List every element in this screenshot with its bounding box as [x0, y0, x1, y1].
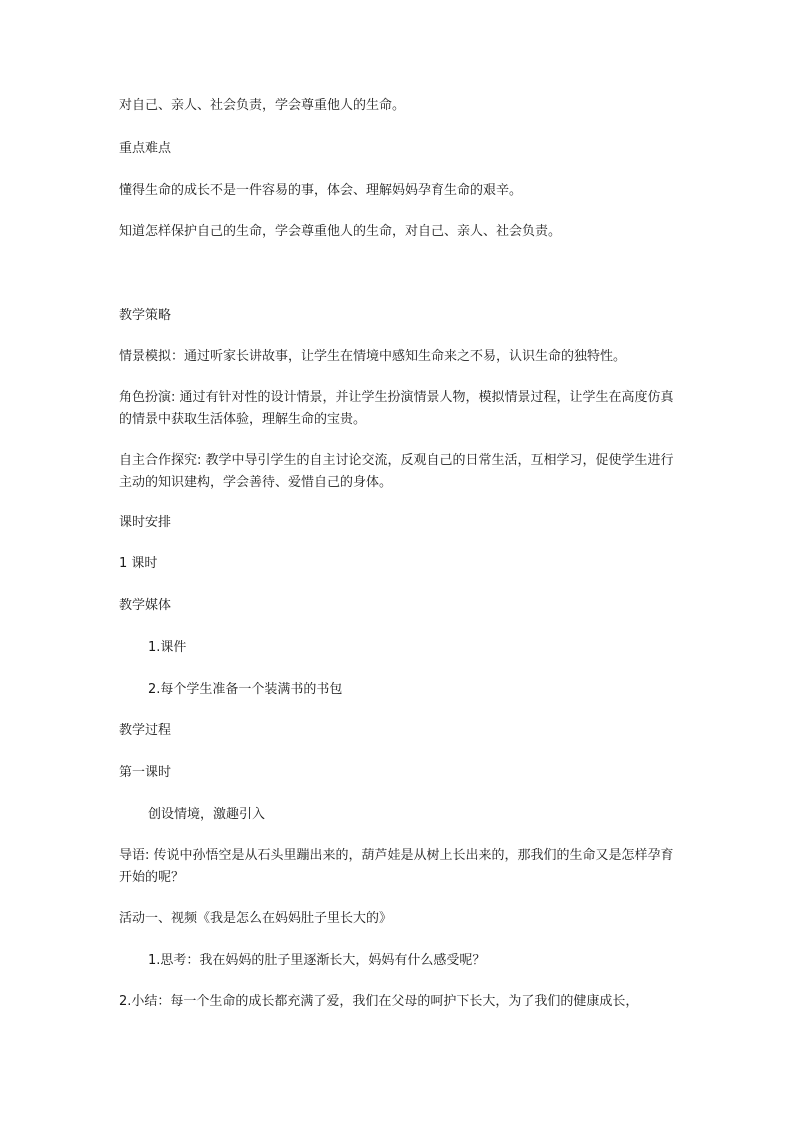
heading-teaching-process: 教学过程	[119, 723, 172, 738]
heading-class-schedule: 课时安排	[119, 515, 172, 530]
paragraph-create-situation: 创设情境，激趣引入	[148, 807, 266, 822]
paragraph-key-point-2: 知道怎样保护自己的生命，学会尊重他人的生命，对自己、亲人、社会负责。	[119, 224, 562, 239]
heading-teaching-strategy: 教学策略	[119, 308, 172, 323]
paragraph-responsibility: 对自己、亲人、社会负责，学会尊重他人的生命。	[119, 98, 406, 113]
paragraph-scenario-simulation: 情景模拟：通过听家长讲故事，让学生在情境中感知生命来之不易，认识生命的独特性。	[119, 349, 627, 364]
heading-activity-one: 活动一、视频《我是怎么在妈妈肚子里长大的》	[119, 911, 393, 926]
paragraph-summary: 2.小结：每一个生命的成长都充满了爱，我们在父母的呵护下长大，为了我们的健康成长，	[119, 994, 639, 1009]
list-item-courseware: 1.课件	[148, 640, 187, 655]
paragraph-introduction: 导语: 传说中孙悟空是从石头里蹦出来的，葫芦娃是从树上长出来的，那我们的生命又是怎样孕育开始的呢？	[119, 848, 674, 885]
list-item-schoolbag: 2.每个学生准备一个装满书的书包	[148, 682, 343, 697]
paragraph-role-play: 角色扮演: 通过有针对性的设计情景，并让学生扮演情景人物，模拟情景过程，让学生在高度仿真的情景中获取生活体验，理解生命的宝贵。	[119, 390, 674, 427]
paragraph-think: 1.思考：我在妈妈的肚子里逐渐长大，妈妈有什么感受呢？	[148, 953, 486, 968]
heading-key-points: 重点难点	[119, 141, 172, 156]
paragraph-class-hours: 1 课时	[119, 556, 158, 571]
paragraph-cooperative-inquiry: 自主合作探究: 教学中导引学生的自主讨论交流，反观自己的日常生活，互相学习，促使学生进行主动的知识建构，学会善待、爱惜自己的身体。	[119, 453, 674, 490]
heading-first-lesson: 第一课时	[119, 765, 172, 780]
heading-teaching-media: 教学媒体	[119, 598, 172, 613]
paragraph-key-point-1: 懂得生命的成长不是一件容易的事，体会、理解妈妈孕育生命的艰辛。	[119, 183, 523, 198]
